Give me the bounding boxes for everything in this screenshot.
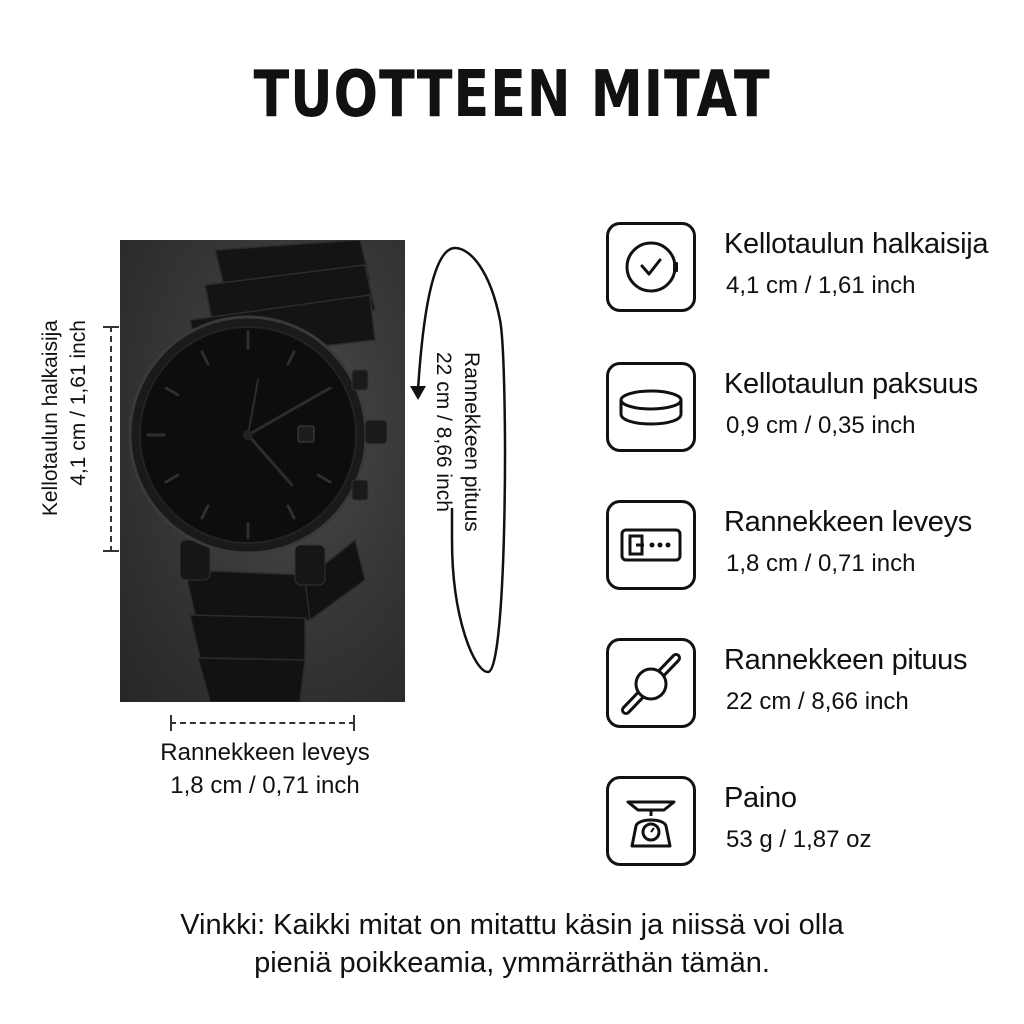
disclaimer-note: [0, 906, 1024, 982]
strap-length-annotation-label: Rannekkeen pituus: [460, 352, 483, 532]
strap-width-annotation: [120, 736, 410, 802]
spec-value: 1,8 cm / 0,71 inch: [726, 550, 916, 577]
spec-value: 0,9 cm / 0,35 inch: [726, 412, 916, 439]
spec-label: Kellotaulun paksuus: [724, 368, 978, 400]
spec-label: Kellotaulun halkaisija: [724, 228, 989, 260]
spec-label: Paino: [724, 782, 797, 814]
strap-width-icon: [606, 500, 696, 590]
disclaimer-line-2: pieniä poikkeamia, ymmärräthän tämän.: [254, 947, 770, 979]
spec-label: Rannekkeen pituus: [724, 644, 968, 676]
watch-illustration: [120, 240, 405, 702]
disclaimer-line-1: Vinkki: Kaikki mitat on mitattu käsin ja niissä voi olla: [180, 909, 844, 941]
dial-diameter-dimension-line: [110, 326, 112, 552]
strap-length-annotation: [425, 352, 489, 582]
spec-item-strap-length: [606, 638, 1016, 730]
spec-item-strap-width: [606, 500, 1016, 592]
dial-diameter-annotation-value: 4,1 cm / 1,61 inch: [67, 320, 90, 486]
page-title: TUOTTEEN MITAT: [253, 58, 771, 132]
spec-label: Rannekkeen leveys: [724, 506, 972, 538]
strap-length-annotation-value: 22 cm / 8,66 inch: [432, 352, 455, 512]
strap-width-annotation-value: 1,8 cm / 0,71 inch: [170, 772, 360, 799]
thickness-icon: [606, 362, 696, 452]
spec-item-dial-diameter: [606, 222, 1016, 314]
spec-item-weight: [606, 776, 1016, 868]
watch-photo: [120, 240, 405, 702]
strap-length-icon: [606, 638, 696, 728]
scale-icon: [606, 776, 696, 866]
spec-value: 53 g / 1,87 oz: [726, 826, 872, 853]
strap-width-annotation-label: Rannekkeen leveys: [160, 739, 370, 766]
dial-diameter-annotation: [35, 320, 95, 560]
spec-value: 4,1 cm / 1,61 inch: [726, 272, 916, 299]
spec-value: 22 cm / 8,66 inch: [726, 688, 909, 715]
strap-width-dimension-line: [170, 722, 355, 724]
watch-icon: [606, 222, 696, 312]
dial-diameter-annotation-label: Kellotaulun halkaisija: [39, 320, 62, 517]
spec-item-dial-thickness: [606, 362, 1016, 454]
